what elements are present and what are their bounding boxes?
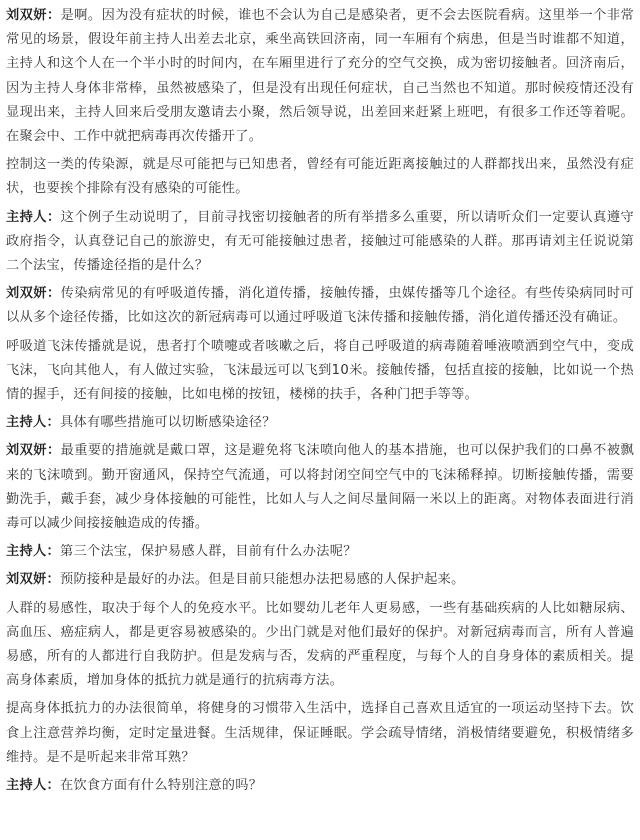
paragraph-text: 提高身体抵抗力的办法很简单，将健身的习惯带入生活中，选择自己喜欢且适宜的一项运动坚持下去。饮食上注意营养均衡，定时定量进餐。生活规律，保证睡眠。学会疏导情绪，消极情绪要避免，积极情绪多维持。是不是听起来非常耳熟？ (6, 701, 634, 765)
paragraph-text: 呼吸道飞沫传播就是说，患者打个喷嚏或者咳嗽之后，将自己呼吸道的病毒随着唾液喷洒到空气中，变成飞沫，飞向其他人，有人做过实验，飞沫最远可以飞到10米。接触传播，包括直接的接触，比如说一个热情的握手，还有间接的接触，比如电梯的按钮，楼梯的扶手，各种门把手等等。 (6, 338, 634, 403)
paragraph (6, 4, 634, 149)
speaker-label: 主持人： (6, 778, 60, 794)
paragraph (6, 774, 634, 798)
paragraph-text: 是啊。因为没有症状的时候，谁也不会认为自己是感染者，更不会去医院看病。这里举一个非常常见的场景，假设年前主持人出差去北京，乘坐高铁回济南，同一车厢有个病患，但是当时谁都不知道，主持人和这个人在一个半小时的时间内，在车厢里进行了充分的空气交换，成为密切接触者。回济南后，因为主持人身体非常棒，虽然被感染了，但是没有出现任何症状，自己当然也不知道。那时候疫情还没有显现出来，主持人回来后受朋友邀请去小聚，然后领导说，出差回来赶紧上班吧，有很多工作还等着呢。在聚会中、工作中就把病毒再次传播开了。 (6, 8, 634, 145)
paragraph (6, 568, 634, 592)
paragraph (6, 153, 634, 201)
paragraph (6, 335, 634, 408)
speaker-label: 主持人： (6, 415, 60, 431)
paragraph (6, 697, 634, 770)
paragraph-text: 这个例子生动说明了，目前寻找密切接触者的所有举措多么重要，所以请听众们一定要认真遵守政府指令，认真登记自己的旅游史，有无可能接触过患者，接触过可能感染的人群。那再请刘主任说说第二个法宝，传播途径指的是什么？ (6, 209, 634, 274)
speaker-label: 刘双妍： (6, 572, 60, 588)
paragraph (6, 282, 634, 330)
speaker-label: 刘双妍： (6, 286, 61, 302)
paragraph (6, 540, 634, 564)
paragraph-text: 在饮食方面有什么特别注意的吗？ (59, 778, 263, 794)
paragraph-text: 传染病常见的有呼吸道传播，消化道传播，接触传播，虫媒传播等几个途径。有些传染病同时可以从多个途径传播，比如这次的新冠病毒可以通过呼吸道飞沫传播和接触传播，消化道传播还没有确证。 (6, 286, 634, 326)
paragraph-text: 具体有哪些措施可以切断感染途径？ (59, 415, 276, 431)
paragraph (6, 206, 634, 279)
paragraph-text: 最重要的措施就是戴口罩，这是避免将飞沫喷向他人的基本措施，也可以保护我们的口鼻不被飘来的飞沫喷到。勤开窗通风，保持空气流通，可以将封闭空间空气中的飞沫稀释掉。切断接触传播，需要勤洗手，戴手套，减少身体接触的可能性，比如人与人之间尽量间隔一米以上的距离。对物体表面进行消毒可以减少间接接触造成的传播。 (6, 443, 634, 532)
paragraph-text: 人群的易感性，取决于每个人的免疫水平。比如婴幼儿老年人更易感，一些有基础疾病的人比如糖尿病、高血压、癌症病人，都是更容易被感染的。少出门就是对他们最好的保护。对新冠病毒而言，所有人普遍易感，所有的人都进行自我防护。但是发病与否，发病的严重程度，与每个人的自身身体的素质相关。提高身体素质，增加身体的抵抗力就是通行的抗病毒方法。 (6, 600, 634, 689)
paragraph (6, 439, 634, 536)
speaker-label: 主持人： (6, 544, 60, 560)
paragraph (6, 411, 634, 435)
paragraph-text: 第三个法宝，保护易感人群，目前有什么办法呢？ (59, 544, 357, 560)
paragraph (6, 597, 634, 694)
speaker-label: 主持人： (6, 209, 61, 225)
paragraph-text: 预防接种是最好的办法。但是目前只能想办法把易感的人保护起来。 (59, 572, 465, 588)
paragraph-text: 控制这一类的传染源，就是尽可能把与已知患者，曾经有可能近距离接触过的人群都找出来，虽然没有症状，也要挨个排除有没有感染的可能性。 (6, 157, 634, 197)
speaker-label: 刘双妍： (6, 8, 61, 23)
speaker-label: 刘双妍： (6, 443, 61, 459)
